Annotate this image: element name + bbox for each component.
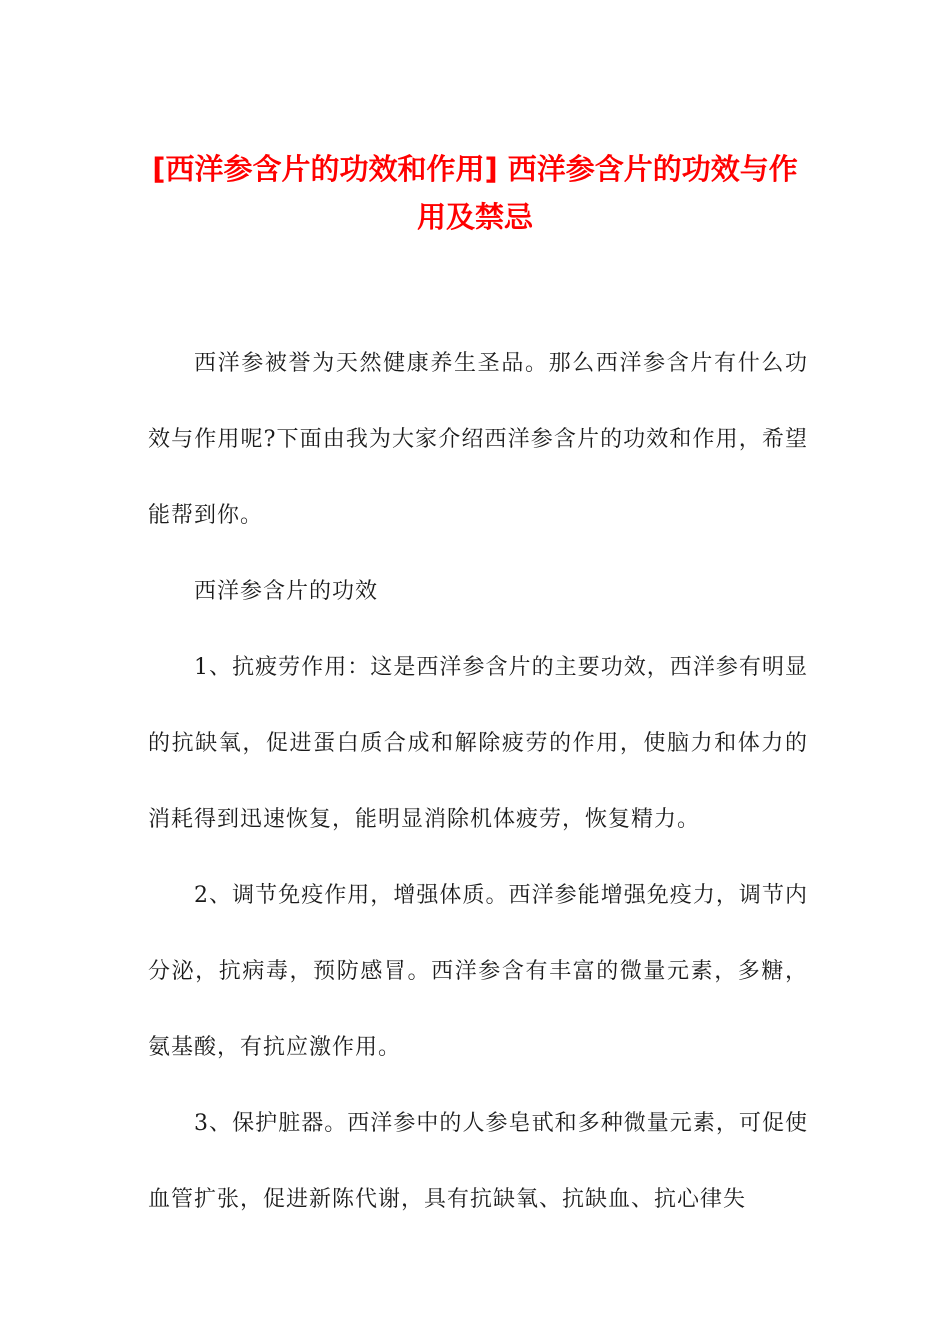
paragraph-item-1: 1、抗疲劳作用：这是西洋参含片的主要功效，西洋参有明显的抗缺氧，促进蛋白质合成和解除疲劳的作用，使脑力和体力的消耗得到迅速恢复，能明显消除机体疲劳，恢复精力。 — [148, 655, 808, 832]
paragraph-item-2: 2、调节免疫作用，增强体质。西洋参能增强免疫力，调节内分泌，抗病毒，预防感冒。西洋参含有丰富的微量元素，多糖，氨基酸，有抗应激作用。 — [148, 883, 808, 1060]
document-body — [148, 326, 808, 1238]
paragraph-item-3: 3、保护脏器。西洋参中的人参皂甙和多种微量元素，可促使血管扩张，促进新陈代谢，具有抗缺氧、抗缺血、抗心律失 — [148, 1111, 808, 1212]
section-heading: 西洋参含片的功效 — [194, 579, 379, 604]
paragraph-intro: 西洋参被誉为天然健康养生圣品。那么西洋参含片有什么功效与作用呢?下面由我为大家介绍西洋参含片的功效和作用，希望能帮到你。 — [148, 351, 808, 528]
document-title: [西洋参含片的功效和作用] 西洋参含片的功效与作用及禁忌 — [152, 152, 798, 234]
